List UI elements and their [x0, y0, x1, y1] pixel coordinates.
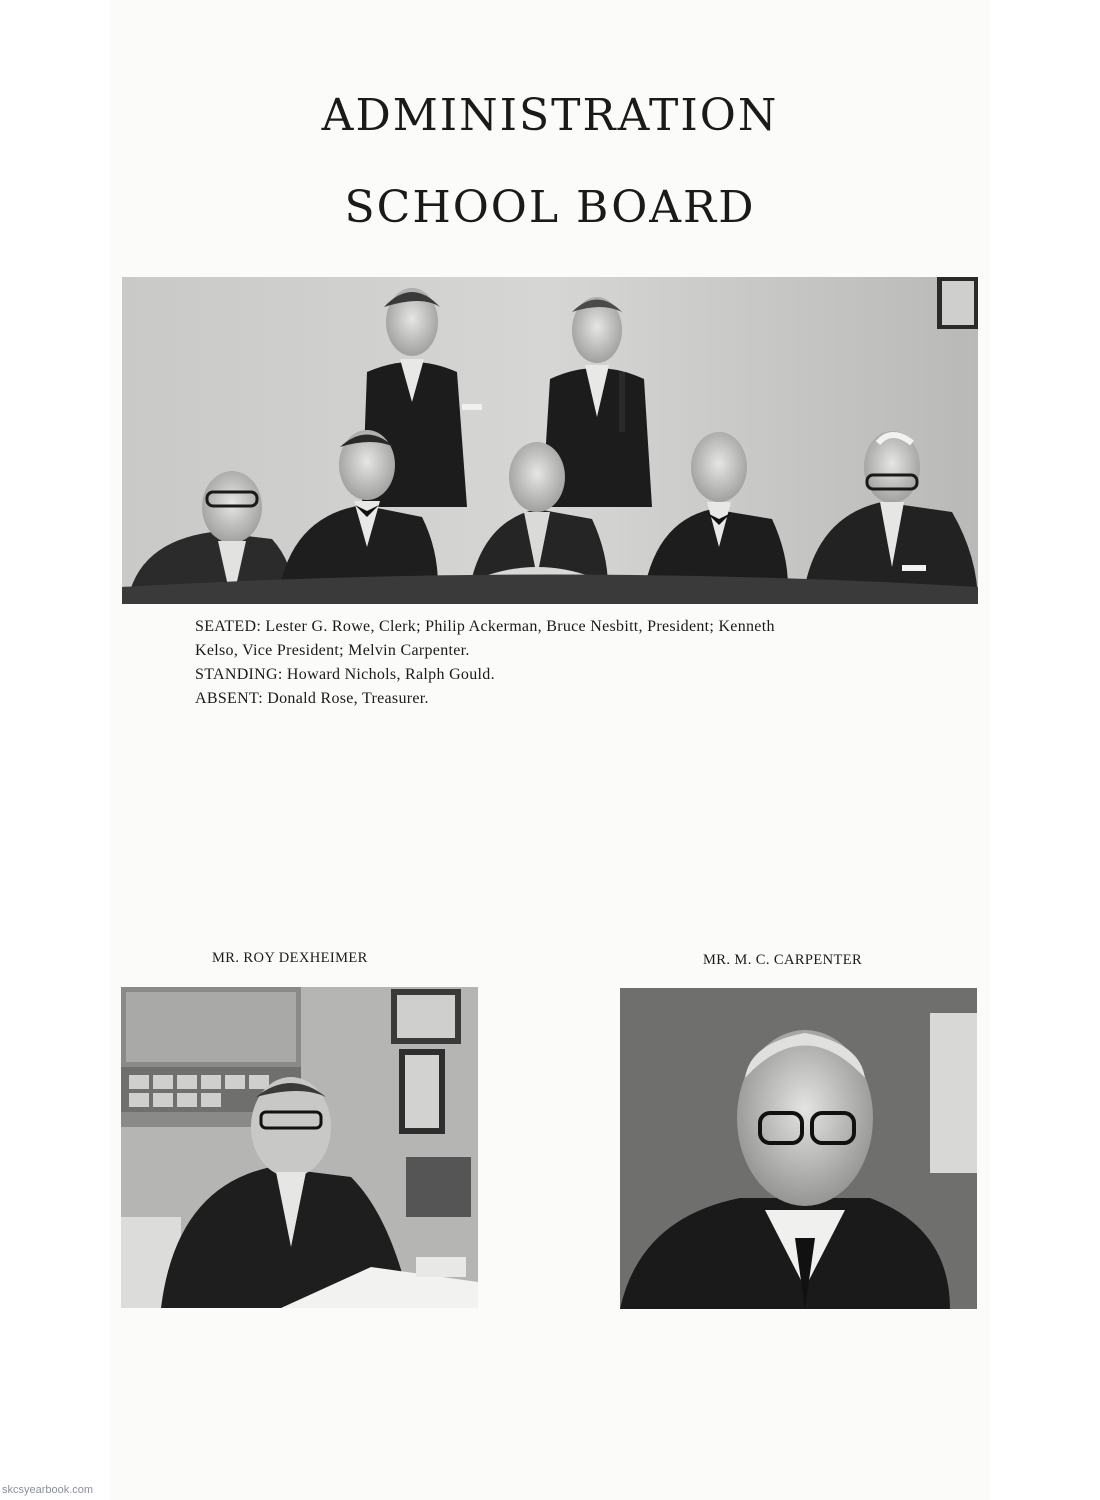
- group-photo-caption: [195, 615, 915, 711]
- page-title: ADMINISTRATION: [321, 90, 779, 141]
- caption-line-absent: ABSENT: Donald Rose, Treasurer.: [195, 690, 429, 707]
- watermark-text: skcsyearbook.com: [2, 1484, 94, 1496]
- caption-line-seated: SEATED: Lester G. Rowe, Clerk; Philip Ackerman, Bruce Nesbitt, President; Kenneth: [195, 618, 775, 635]
- caption-line-seated-cont: Kelso, Vice President; Melvin Carpenter.: [195, 642, 470, 659]
- portrait-left-photo: [121, 987, 478, 1308]
- portrait-right-photo: [620, 988, 977, 1309]
- portrait-right-name: MR. M. C. CARPENTER: [703, 952, 863, 968]
- page-subtitle: SCHOOL BOARD: [344, 182, 756, 233]
- caption-line-standing: STANDING: Howard Nichols, Ralph Gould.: [195, 666, 495, 683]
- portrait-left-name: MR. ROY DEXHEIMER: [212, 950, 368, 966]
- school-board-group-photo: [122, 277, 978, 604]
